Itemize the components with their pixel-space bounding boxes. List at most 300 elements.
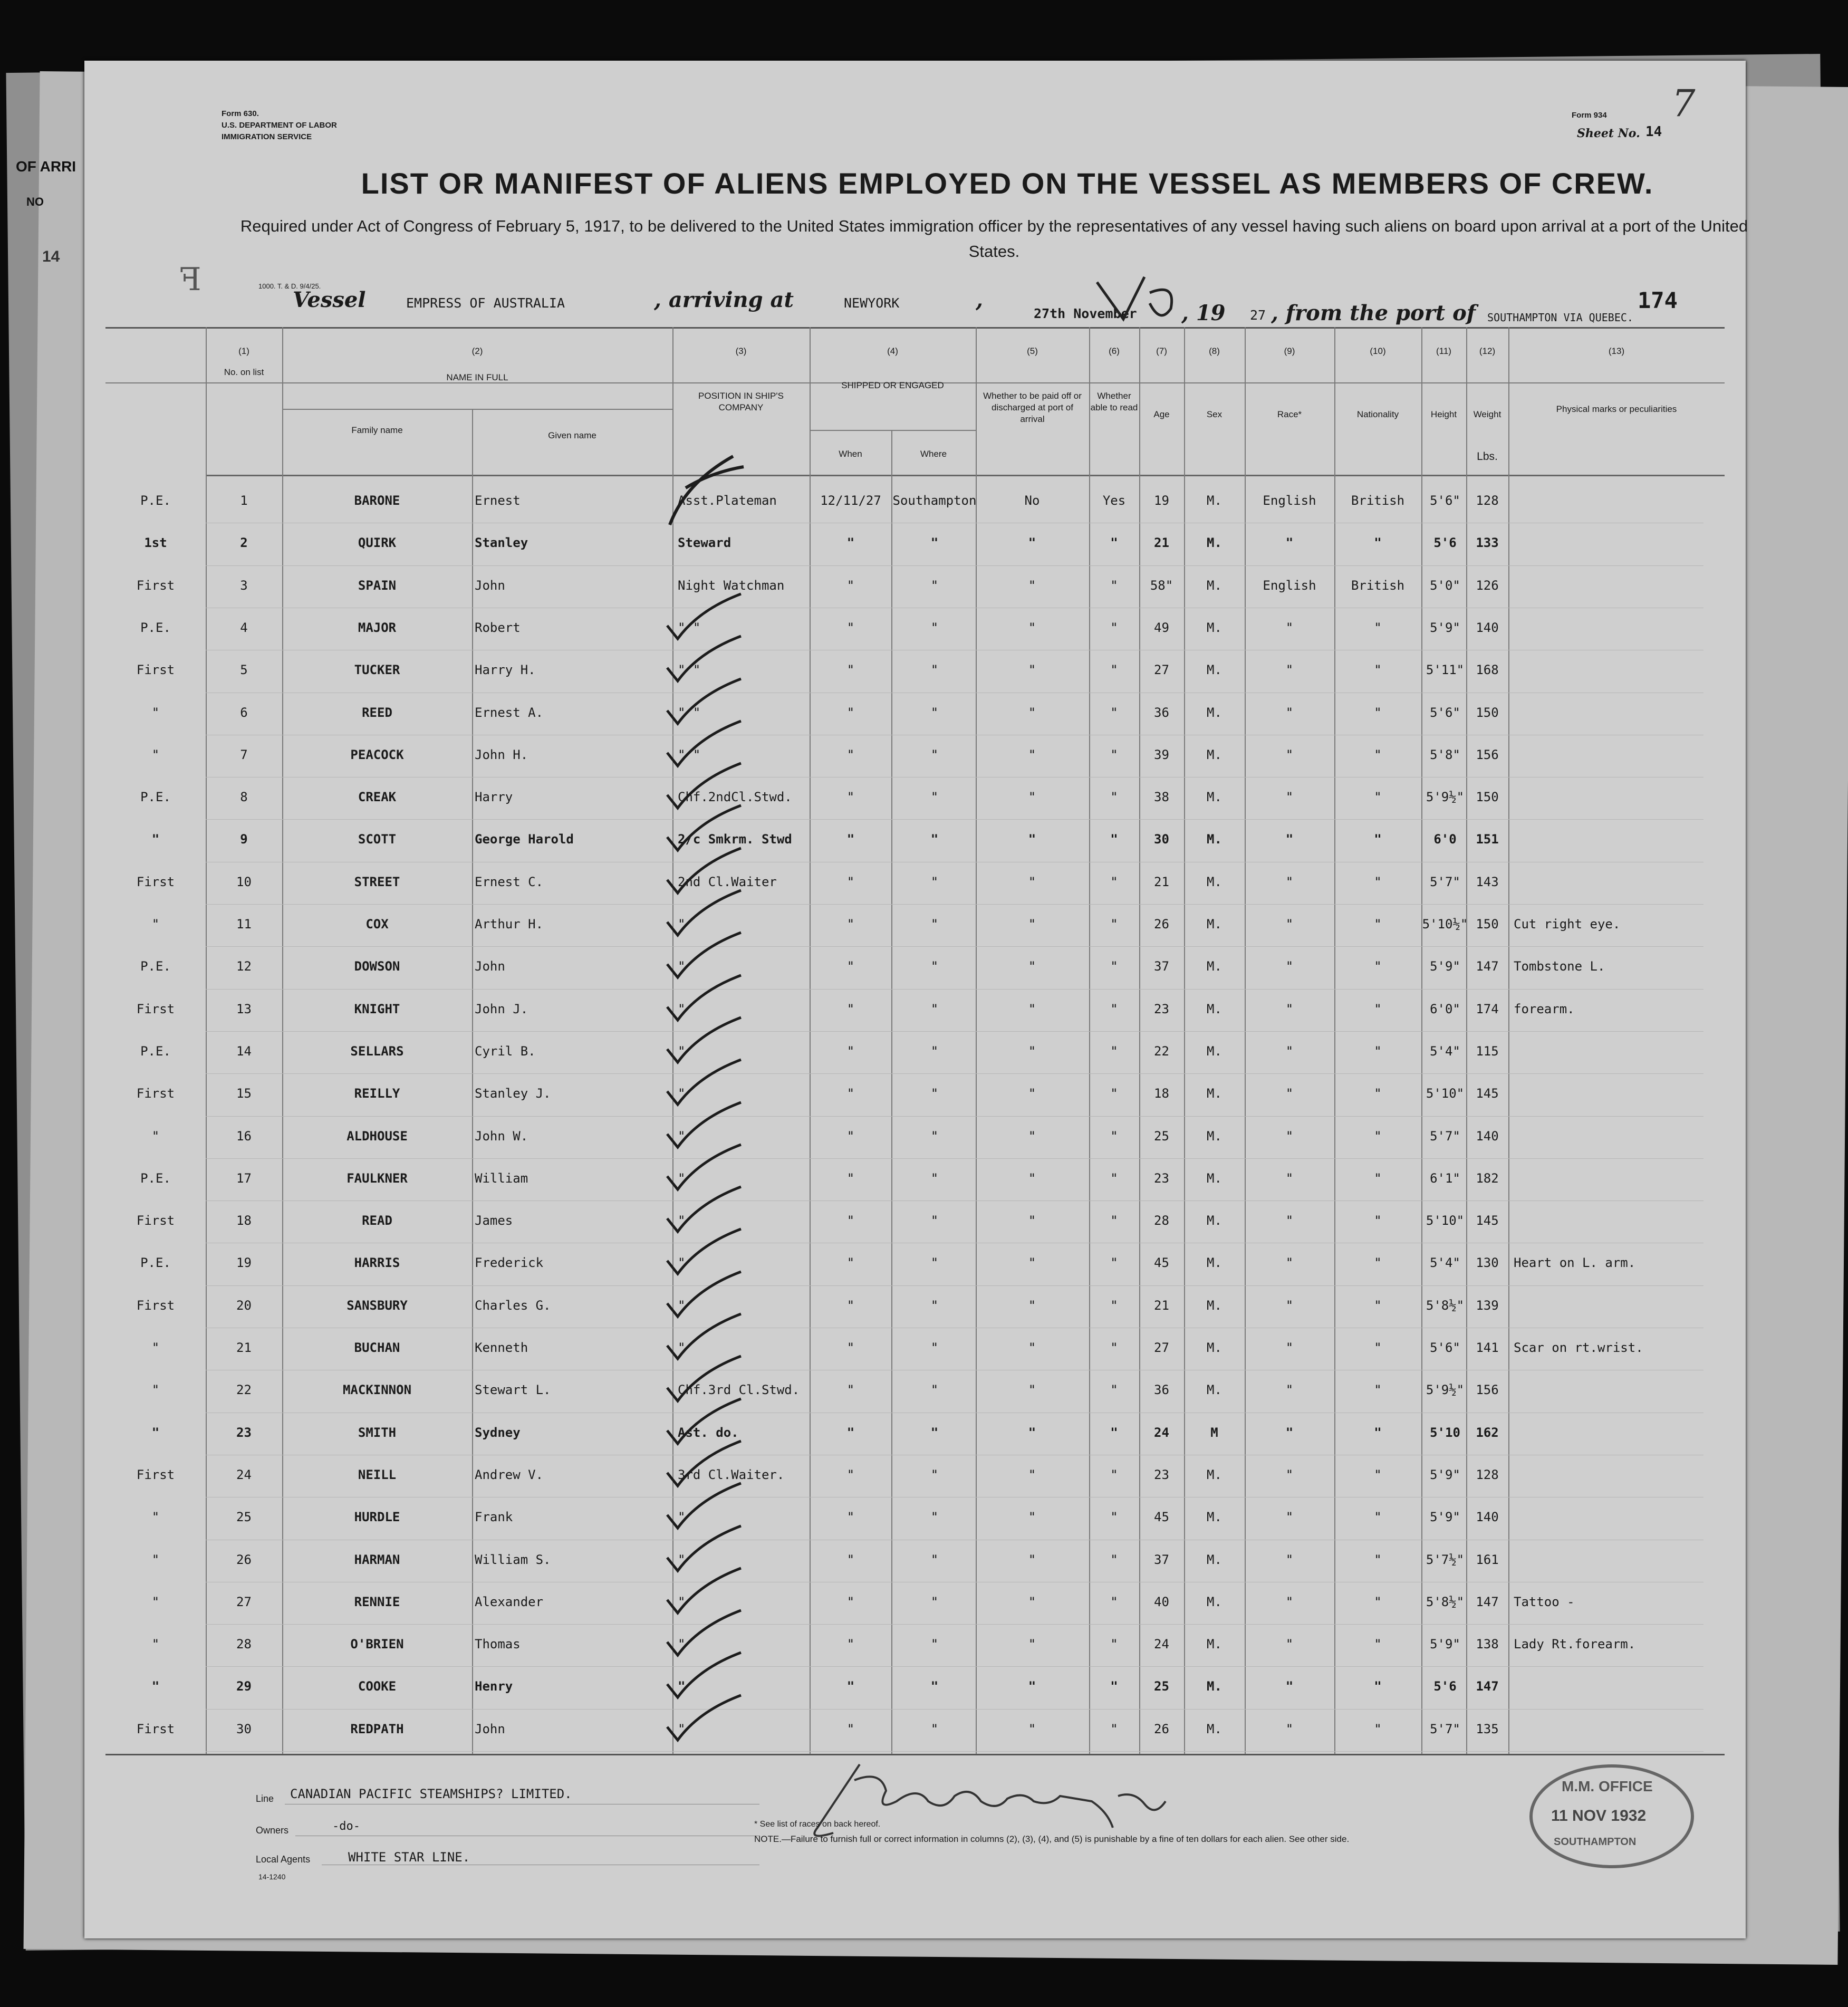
cell-when: " xyxy=(846,1043,855,1059)
cell-age: 40 xyxy=(1154,1594,1169,1609)
cell-nat: " xyxy=(1374,1255,1382,1271)
cell-marks: Cut right eye. xyxy=(1514,917,1621,932)
cell-where: " xyxy=(930,1510,939,1525)
cell-nat: " xyxy=(1374,1001,1382,1016)
cell-position: " xyxy=(678,1679,686,1694)
service-name: IMMIGRATION SERVICE xyxy=(222,132,312,141)
cell-read: " xyxy=(1110,747,1118,762)
col-num-2: (2) xyxy=(471,346,483,356)
cell-no: 11 xyxy=(236,917,252,932)
cell-given: William S. xyxy=(475,1552,551,1567)
cell-race: English xyxy=(1263,493,1316,508)
cell-sex: M. xyxy=(1207,1170,1222,1186)
cell-read: " xyxy=(1110,705,1118,720)
cell-race: " xyxy=(1285,1043,1294,1059)
cell-no: 15 xyxy=(236,1086,252,1101)
shipped-sub-rule xyxy=(810,430,976,431)
cell-position: " " xyxy=(678,705,701,720)
cell-read: " xyxy=(1110,1213,1118,1228)
cell-race: " xyxy=(1285,1340,1294,1355)
cell-paid: " xyxy=(1028,1721,1036,1736)
cell-race: " xyxy=(1285,1594,1294,1609)
cell-given: Cyril B. xyxy=(475,1043,536,1059)
cell-where: " xyxy=(930,832,939,847)
cell-cls: P.E. xyxy=(140,1043,171,1059)
cell-marks: Scar on rt.wrist. xyxy=(1514,1340,1643,1355)
cell-no: 4 xyxy=(240,620,248,635)
cell-weight: 138 xyxy=(1476,1637,1499,1652)
cell-family: HURDLE xyxy=(354,1510,400,1525)
cell-nat: " xyxy=(1374,1637,1382,1652)
col-header-where: Where xyxy=(920,449,947,459)
cell-position: " xyxy=(678,1170,686,1186)
cell-nat: " xyxy=(1374,1128,1382,1144)
cell-weight: 147 xyxy=(1476,1594,1499,1609)
cell-read: " xyxy=(1110,1043,1118,1059)
cell-age: 38 xyxy=(1154,790,1169,805)
cell-no: 9 xyxy=(240,832,248,847)
cell-family: REILLY xyxy=(354,1086,400,1101)
cell-race: " xyxy=(1285,1086,1294,1101)
name-sub-rule xyxy=(282,409,672,410)
cell-marks: Tattoo - xyxy=(1514,1594,1575,1609)
arriving-port: NEWYORK xyxy=(844,295,900,311)
cell-paid: " xyxy=(1028,959,1036,974)
col-header-race: Race* xyxy=(1277,409,1302,419)
row-rule xyxy=(206,1666,1703,1667)
cell-cls: 1st xyxy=(144,535,167,551)
cell-weight: 150 xyxy=(1476,917,1499,932)
cell-sex: M. xyxy=(1207,1043,1222,1059)
cell-read: " xyxy=(1110,1425,1118,1440)
cell-given: John W. xyxy=(475,1128,528,1144)
cell-position: " xyxy=(678,1213,686,1228)
cell-height: 5'10 xyxy=(1430,1425,1460,1440)
cell-race: English xyxy=(1263,578,1316,593)
col-header-when: When xyxy=(839,449,862,459)
cell-read: " xyxy=(1110,959,1118,974)
col-num-3: (3) xyxy=(735,346,747,356)
cell-sex: M. xyxy=(1207,705,1222,720)
cell-no: 28 xyxy=(236,1637,252,1652)
cell-family: SCOTT xyxy=(358,832,397,847)
cell-nat: " xyxy=(1374,1213,1382,1228)
cell-height: 5'7½" xyxy=(1426,1552,1465,1567)
cell-age: 58" xyxy=(1150,578,1173,593)
cell-where: " xyxy=(930,1637,939,1652)
cell-paid: " xyxy=(1028,705,1036,720)
cell-paid: " xyxy=(1028,1425,1036,1440)
cell-position: " xyxy=(678,917,686,932)
cell-position: 2nd Cl.Waiter xyxy=(678,874,777,889)
cell-paid: " xyxy=(1028,747,1036,762)
cell-age: 27 xyxy=(1154,662,1169,678)
cell-nat: " xyxy=(1374,959,1382,974)
cell-position: " xyxy=(678,1043,686,1059)
cell-given: John xyxy=(475,1721,505,1736)
office-stamp xyxy=(1529,1764,1694,1868)
form-code: 14-1240 xyxy=(258,1872,286,1881)
cell-cls: First xyxy=(136,662,175,678)
cell-where: " xyxy=(930,1128,939,1144)
col-header-marks: Physical marks or peculiarities xyxy=(1556,404,1677,414)
cell-cls: " xyxy=(151,1425,160,1440)
cell-given: Ernest C. xyxy=(475,874,544,889)
cell-age: 25 xyxy=(1154,1128,1169,1144)
hand-date-mark xyxy=(1086,272,1192,330)
cell-read: " xyxy=(1110,1637,1118,1652)
cell-cls: First xyxy=(136,1467,175,1482)
cell-age: 26 xyxy=(1154,917,1169,932)
col-header-read: Whether able to read xyxy=(1090,391,1138,412)
cell-where: " xyxy=(930,1213,939,1228)
col-num-1: (1) xyxy=(238,346,249,356)
cell-cls: P.E. xyxy=(140,959,171,974)
cell-no: 23 xyxy=(236,1425,252,1440)
cell-read: " xyxy=(1110,1170,1118,1186)
cell-nat: " xyxy=(1374,1552,1382,1567)
cell-read: " xyxy=(1110,1340,1118,1355)
cell-position: 2/c Smkrm. Stwd xyxy=(678,832,792,847)
cell-nat: " xyxy=(1374,832,1382,847)
col-header-lbs: Lbs. xyxy=(1477,450,1498,463)
cell-when: " xyxy=(846,959,855,974)
cell-nat: " xyxy=(1374,1086,1382,1101)
cell-where: " xyxy=(930,705,939,720)
cell-cls: " xyxy=(151,705,160,720)
cell-read: " xyxy=(1110,917,1118,932)
cell-when: 12/11/27 xyxy=(820,493,881,508)
row-rule xyxy=(206,565,1703,566)
year-suffix: 27 xyxy=(1250,308,1266,323)
col-header-height: Height xyxy=(1430,409,1457,419)
cell-height: 5'7" xyxy=(1430,874,1460,889)
cell-no: 7 xyxy=(240,747,248,762)
col-header-nationality: Nationality xyxy=(1356,409,1399,419)
cell-read: " xyxy=(1110,1510,1118,1525)
cell-marks: Lady Rt.forearm. xyxy=(1514,1637,1636,1652)
cell-nat: " xyxy=(1374,1510,1382,1525)
cell-nat: " xyxy=(1374,747,1382,762)
cell-given: Kenneth xyxy=(475,1340,528,1355)
cell-given: Stewart L. xyxy=(475,1382,551,1398)
hand-mark-s: ꟻ xyxy=(179,261,201,298)
cell-family: DOWSON xyxy=(354,959,400,974)
cell-race: " xyxy=(1285,1255,1294,1271)
cell-paid: " xyxy=(1028,1467,1036,1482)
cell-sex: M. xyxy=(1207,1298,1222,1313)
cell-position: Chf.2ndCl.Stwd. xyxy=(678,790,792,805)
cell-read: " xyxy=(1110,832,1118,847)
cell-cls: " xyxy=(151,1510,160,1525)
cell-when: " xyxy=(846,1425,855,1440)
cell-cls: " xyxy=(151,1594,160,1609)
cell-height: 5'6 xyxy=(1433,535,1457,551)
page-title: LIST OR MANIFEST OF ALIENS EMPLOYED ON THE VESSEL AS MEMBERS OF CREW. xyxy=(361,167,1654,200)
cell-given: Robert xyxy=(475,620,521,635)
from-port: SOUTHAMPTON VIA QUEBEC. xyxy=(1487,311,1633,324)
cell-read: " xyxy=(1110,535,1118,551)
row-rule xyxy=(206,1709,1703,1710)
cell-age: 24 xyxy=(1154,1637,1169,1652)
cell-age: 45 xyxy=(1154,1255,1169,1271)
cell-weight: 115 xyxy=(1476,1043,1499,1059)
cell-paid: " xyxy=(1028,1340,1036,1355)
cell-position: " " xyxy=(678,620,701,635)
cell-when: " xyxy=(846,1086,855,1101)
cell-when: " xyxy=(846,917,855,932)
cell-nat: " xyxy=(1374,1382,1382,1398)
cell-position: " xyxy=(678,1255,686,1271)
cell-cls: " xyxy=(151,1340,160,1355)
form-number-right: Form 934 xyxy=(1572,111,1607,120)
print-code: 1000. T. & D. 9/4/25. xyxy=(258,282,321,290)
cell-given: Frederick xyxy=(475,1255,544,1271)
cell-race: " xyxy=(1285,1510,1294,1525)
cell-height: 5'9" xyxy=(1430,1467,1460,1482)
col-header-paid: Whether to be paid off or discharged at port of arrival xyxy=(983,391,1082,424)
cell-no: 26 xyxy=(236,1552,252,1567)
line-value: CANADIAN PACIFIC STEAMSHIPS? LIMITED. xyxy=(290,1787,572,1801)
cell-family: SELLARS xyxy=(350,1043,404,1059)
cell-no: 5 xyxy=(240,662,248,678)
cell-sex: M. xyxy=(1207,1086,1222,1101)
cell-paid: " xyxy=(1028,874,1036,889)
note-races: * See list of races on back hereof. xyxy=(754,1820,881,1829)
cell-read: " xyxy=(1110,1086,1118,1101)
cell-when: " xyxy=(846,874,855,889)
cell-weight: 147 xyxy=(1476,1679,1499,1694)
row-rule xyxy=(206,1031,1703,1032)
cell-nat: " xyxy=(1374,705,1382,720)
cell-position: Asst.Plateman xyxy=(678,493,777,508)
cell-race: " xyxy=(1285,747,1294,762)
cell-no: 30 xyxy=(236,1721,252,1736)
cell-position: " xyxy=(678,1721,686,1736)
cell-age: 21 xyxy=(1154,874,1169,889)
cell-age: 21 xyxy=(1154,1298,1169,1313)
cell-nat: British xyxy=(1351,493,1405,508)
cell-height: 5'4" xyxy=(1430,1043,1460,1059)
cell-position: " xyxy=(678,1637,686,1652)
cell-where: Southampton xyxy=(892,493,977,508)
row-rule xyxy=(206,1158,1703,1159)
cell-marks: Tombstone L. xyxy=(1514,959,1605,974)
cell-sex: M. xyxy=(1207,1552,1222,1567)
cell-when: " xyxy=(846,1170,855,1186)
cell-sex: M. xyxy=(1207,578,1222,593)
cell-family: O'BRIEN xyxy=(350,1637,404,1652)
cell-given: John xyxy=(475,578,505,593)
cell-where: " xyxy=(930,1594,939,1609)
cell-paid: " xyxy=(1028,832,1036,847)
cell-read: " xyxy=(1110,874,1118,889)
cell-family: REDPATH xyxy=(350,1721,404,1736)
cell-race: " xyxy=(1285,917,1294,932)
cell-when: " xyxy=(846,832,855,847)
cell-race: " xyxy=(1285,705,1294,720)
cell-where: " xyxy=(930,578,939,593)
cell-age: 37 xyxy=(1154,959,1169,974)
cell-cls: " xyxy=(151,917,160,932)
cell-paid: " xyxy=(1028,1298,1036,1313)
cell-given: Alexander xyxy=(475,1594,544,1609)
col-header-no: No. on list xyxy=(224,367,264,377)
cell-family: SMITH xyxy=(358,1425,397,1440)
side-tab-no: NO xyxy=(26,195,44,208)
cell-family: FAULKNER xyxy=(346,1170,408,1186)
cell-age: 23 xyxy=(1154,1467,1169,1482)
cell-weight: 161 xyxy=(1476,1552,1499,1567)
cell-height: 5'7" xyxy=(1430,1128,1460,1144)
cell-when: " xyxy=(846,1637,855,1652)
cell-race: " xyxy=(1285,1001,1294,1016)
cell-paid: " xyxy=(1028,1086,1036,1101)
cell-paid: " xyxy=(1028,620,1036,635)
cell-race: " xyxy=(1285,1128,1294,1144)
cell-family: HARRIS xyxy=(354,1255,400,1271)
cell-where: " xyxy=(930,1382,939,1398)
cell-paid: " xyxy=(1028,1170,1036,1186)
cell-weight: 156 xyxy=(1476,747,1499,762)
cell-given: Andrew V. xyxy=(475,1467,544,1482)
cell-cls: P.E. xyxy=(140,493,171,508)
cell-sex: M. xyxy=(1207,790,1222,805)
pen-stroke-icon xyxy=(654,440,759,546)
cell-where: " xyxy=(930,1001,939,1016)
vessel-label: Vessel xyxy=(293,287,366,312)
cell-position: Chf.3rd Cl.Stwd. xyxy=(678,1382,800,1398)
cell-age: 21 xyxy=(1154,535,1169,551)
check-mark-icon xyxy=(662,1690,746,1748)
cell-weight: 128 xyxy=(1476,1467,1499,1482)
cell-no: 3 xyxy=(240,578,248,593)
cell-read: Yes xyxy=(1102,493,1126,508)
cell-no: 13 xyxy=(236,1001,252,1016)
cell-nat: " xyxy=(1374,1425,1382,1440)
cell-no: 19 xyxy=(236,1255,252,1271)
cell-given: James xyxy=(475,1213,513,1228)
table-top-rule xyxy=(105,327,1725,329)
cell-nat: " xyxy=(1374,1340,1382,1355)
cell-weight: 145 xyxy=(1476,1086,1499,1101)
cell-position: " " xyxy=(678,747,701,762)
cell-sex: M. xyxy=(1207,874,1222,889)
cell-height: 5'11" xyxy=(1426,662,1465,678)
cell-cls: First xyxy=(136,1086,175,1101)
row-rule xyxy=(206,946,1703,947)
cell-family: QUIRK xyxy=(358,535,397,551)
cell-family: STREET xyxy=(354,874,400,889)
cell-cls: First xyxy=(136,1213,175,1228)
cell-where: " xyxy=(930,535,939,551)
col-num-10: (10) xyxy=(1370,346,1386,356)
cell-paid: " xyxy=(1028,1128,1036,1144)
cell-race: " xyxy=(1285,790,1294,805)
cell-cls: " xyxy=(151,1552,160,1567)
agents-label: Local Agents xyxy=(256,1854,311,1865)
cell-race: " xyxy=(1285,874,1294,889)
cell-family: MACKINNON xyxy=(342,1382,412,1398)
cell-age: 28 xyxy=(1154,1213,1169,1228)
cell-paid: " xyxy=(1028,790,1036,805)
cell-cls: " xyxy=(151,747,160,762)
cell-height: 5'6 xyxy=(1433,1679,1457,1694)
cell-height: 5'8" xyxy=(1430,747,1460,762)
cell-when: " xyxy=(846,1298,855,1313)
stamp-date: 11 NOV 1932 xyxy=(1551,1807,1647,1824)
cell-age: 49 xyxy=(1154,620,1169,635)
col-num-9: (9) xyxy=(1284,346,1295,356)
cell-read: " xyxy=(1110,1001,1118,1016)
cell-cls: " xyxy=(151,1382,160,1398)
row-rule xyxy=(206,1624,1703,1625)
cell-sex: M. xyxy=(1207,1594,1222,1609)
cell-race: " xyxy=(1285,1467,1294,1482)
form-number-left: Form 630. xyxy=(222,109,259,118)
cell-sex: M. xyxy=(1207,1510,1222,1525)
cell-family: REED xyxy=(362,705,392,720)
cell-height: 5'10" xyxy=(1426,1086,1465,1101)
col-num-5: (5) xyxy=(1027,346,1038,356)
cell-weight: 174 xyxy=(1476,1001,1499,1016)
cell-no: 6 xyxy=(240,705,248,720)
cell-when: " xyxy=(846,1467,855,1482)
cell-height: 6'0 xyxy=(1433,832,1457,847)
cell-paid: " xyxy=(1028,578,1036,593)
col-header-position: POSITION IN SHIP'S COMPANY xyxy=(698,391,784,412)
cell-family: NEILL xyxy=(358,1467,397,1482)
cell-age: 45 xyxy=(1154,1510,1169,1525)
cell-where: " xyxy=(930,620,939,635)
cell-given: George Harold xyxy=(475,832,574,847)
cell-position: Ast. do. xyxy=(678,1425,739,1440)
cell-when: " xyxy=(846,1594,855,1609)
cell-nat: " xyxy=(1374,874,1382,889)
cell-where: " xyxy=(930,1467,939,1482)
cell-given: Frank xyxy=(475,1510,513,1525)
agents-value: WHITE STAR LINE. xyxy=(348,1850,470,1865)
cell-age: 25 xyxy=(1154,1679,1169,1694)
cell-when: " xyxy=(846,1213,855,1228)
cell-nat: " xyxy=(1374,620,1382,635)
cell-cls: P.E. xyxy=(140,790,171,805)
cell-family: HARMAN xyxy=(354,1552,400,1567)
cell-height: 5'6" xyxy=(1430,705,1460,720)
cell-sex: M. xyxy=(1207,1637,1222,1652)
cell-cls: " xyxy=(151,1637,160,1652)
cell-race: " xyxy=(1285,832,1294,847)
cell-weight: 168 xyxy=(1476,662,1499,678)
cell-race: " xyxy=(1285,1213,1294,1228)
cell-age: 24 xyxy=(1154,1425,1169,1440)
cell-where: " xyxy=(930,747,939,762)
cell-cls: " xyxy=(151,1679,160,1694)
cell-position: " xyxy=(678,1340,686,1355)
cell-age: 39 xyxy=(1154,747,1169,762)
cell-given: Ernest xyxy=(475,493,521,508)
cell-given: Harry xyxy=(475,790,513,805)
cell-sex: M. xyxy=(1207,832,1222,847)
cell-sex: M. xyxy=(1207,1128,1222,1144)
col-num-4: (4) xyxy=(887,346,898,356)
cell-when: " xyxy=(846,535,855,551)
cell-when: " xyxy=(846,747,855,762)
cell-age: 36 xyxy=(1154,705,1169,720)
owners-value: -do- xyxy=(332,1820,360,1833)
cell-weight: 182 xyxy=(1476,1170,1499,1186)
cell-cls: First xyxy=(136,578,175,593)
